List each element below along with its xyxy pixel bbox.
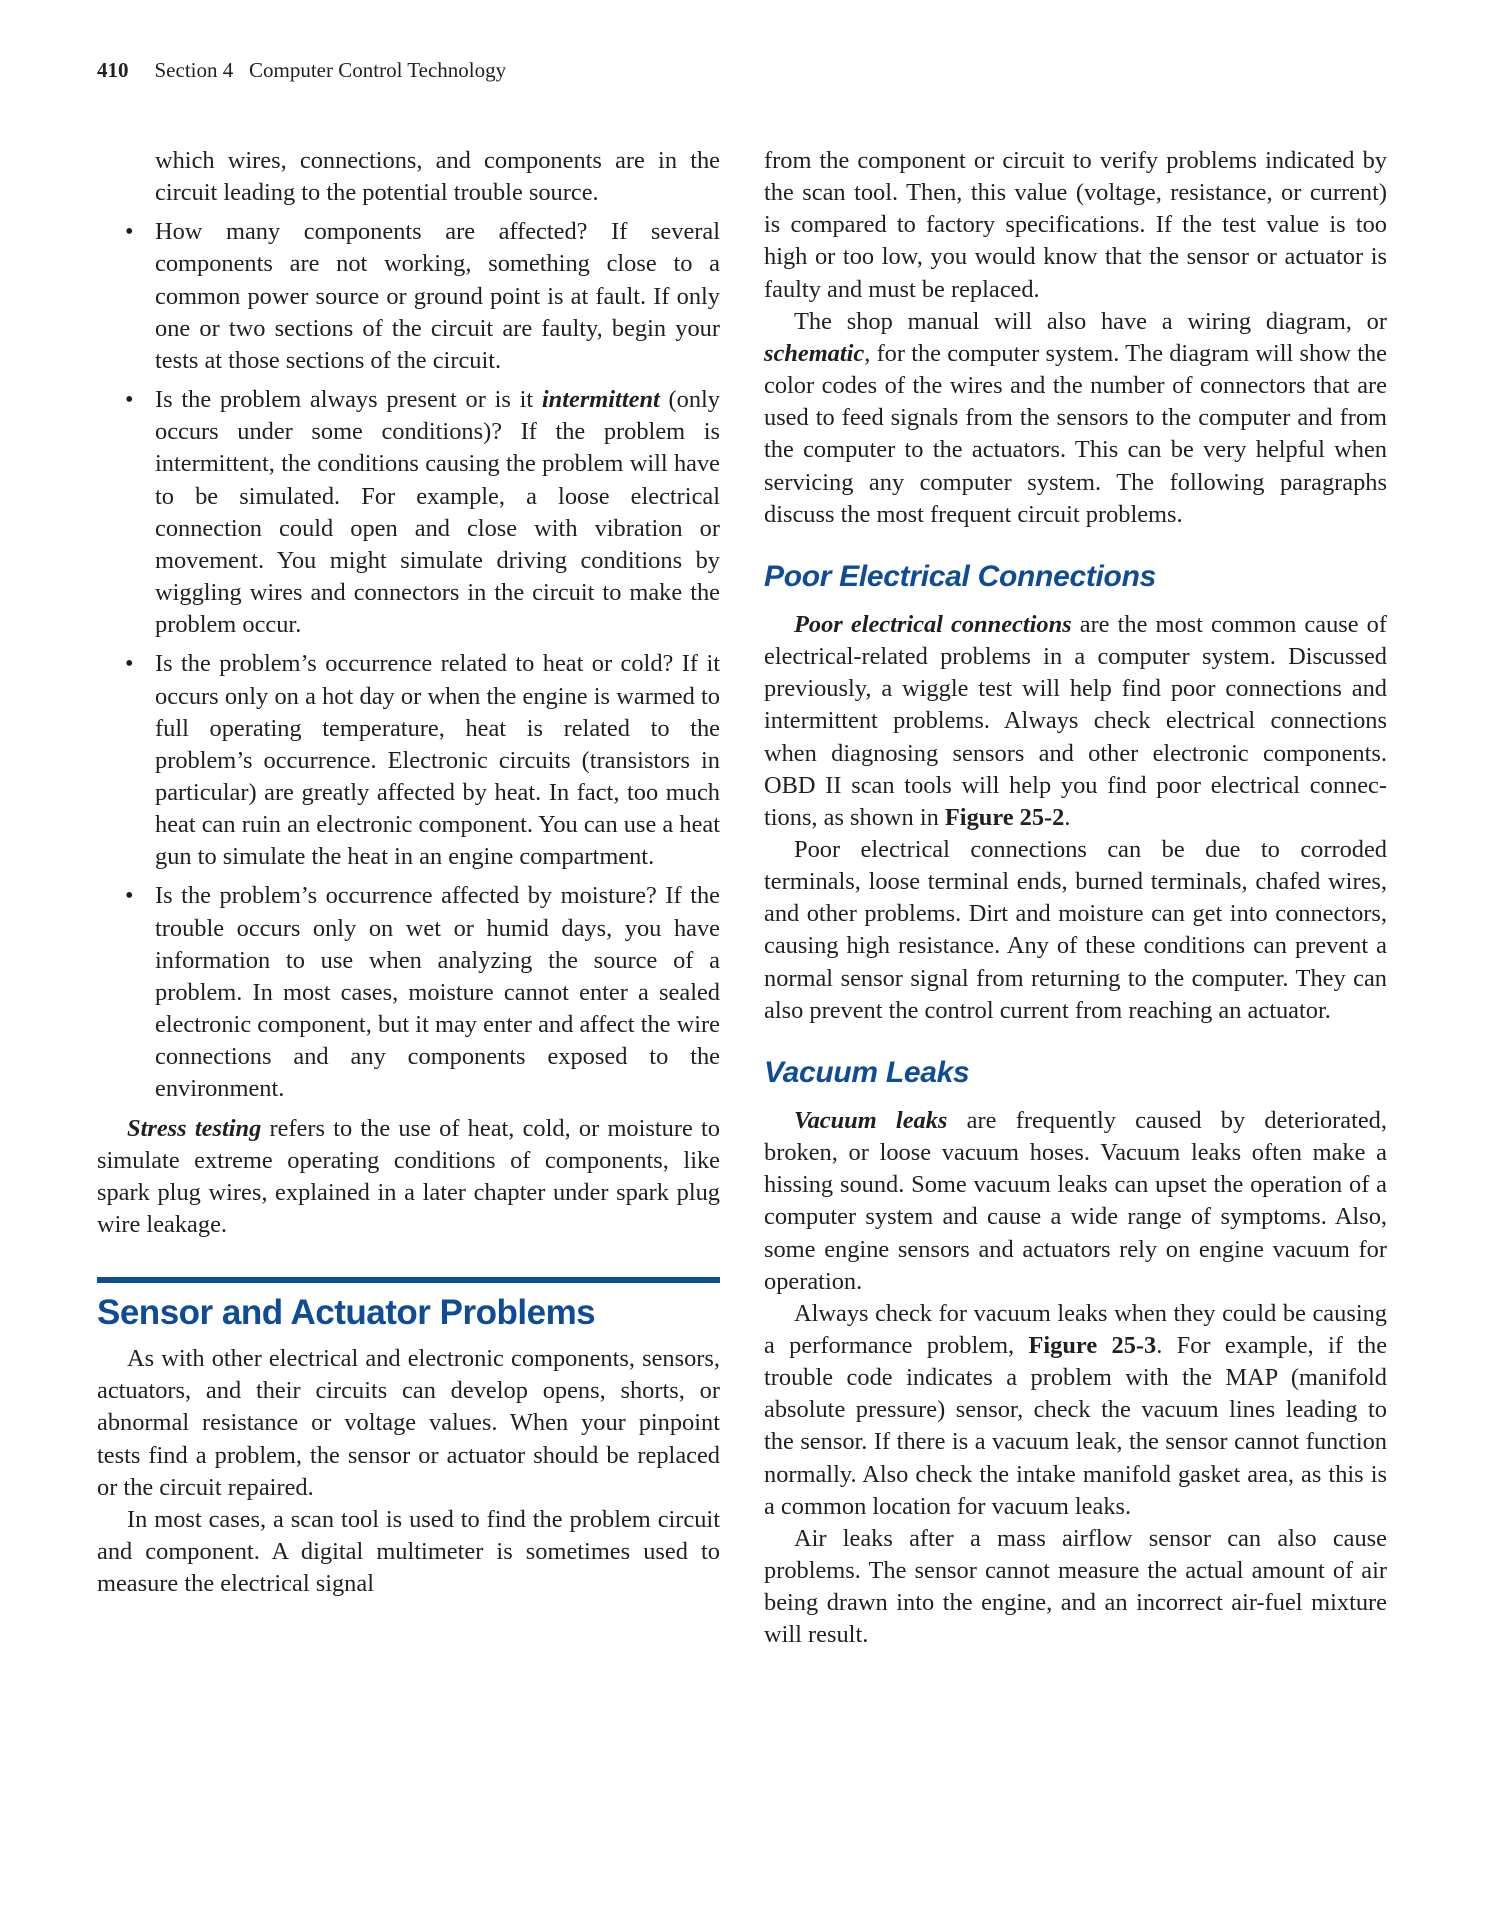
right-column: [764, 145, 1387, 1652]
bullet-text: Is the problem’s occurrence affected by moisture? If the trouble occurs only on wet or humid days, you have information to use when analyzing the source of a problem. In most cases, moisture cannot enter a sealed electronic component, but it may enter and affect the wire connections and any components exposed to the environment.: [155, 882, 720, 1103]
bullet-icon: •: [125, 218, 134, 246]
figure-reference: Figure 25-2: [944, 803, 1065, 831]
paragraph-text: . For example, if the trouble code indicates a problem with the MAP (manifold absolute pressure) sensor, check the vacuum lines leading to the sensor. If there is a vacuum leak, the sensor cannot function normally. Also check the intake manifold gasket area, as this is a common location for vacuum leaks.: [764, 1332, 1388, 1520]
bullet-icon: •: [125, 882, 134, 910]
list-item: [97, 880, 720, 1105]
section-label: Section 4: [154, 58, 234, 82]
list-item: [97, 384, 720, 641]
continued-bullet-text: which wires, connections, and components are in the circuit leading to the potential trouble source.: [155, 147, 720, 207]
schematic-paragraph: [764, 306, 1387, 531]
page-number: 410: [97, 58, 129, 82]
paragraph-text: are the most common cause of electrical-related problems in a computer system. Discussed previously, a wiggle test will help find poor connections and intermittent problems. Always check electrical connections when diagnosing sensors and other electronic components. OBD II scan tools will help you find poor electrical connections, as shown in: [764, 610, 1387, 831]
list-item: [97, 216, 720, 377]
continued-paragraph: from the component or circuit to verify problems indicated by the scan tool. Then, this value (voltage, resistance, or current) is compared to factory specifications. If the test value is too high or too low, you would know that the sensor or actuator is faulty and must be replaced.: [764, 147, 1387, 303]
paragraph-text: refers to the use of heat, cold, or moisture to simulate extreme operating conditions of components, like spark plug wires, explained in a later chapter under spark plug wire leakage.: [97, 1114, 720, 1238]
bullet-text: Is the problem’s occurrence related to heat or cold? If it occurs only on a hot day or when the engine is warmed to full operating temperature, heat is related to the problem’s occurrence. Electronic circuits (transistors in particular) are greatly affected by heat. In fact, too much heat can ruin an electronic component. You can use a heat gun to simulate the heat in an engine compartment.: [155, 650, 720, 871]
key-term: intermittent: [541, 386, 660, 414]
paragraph: [764, 609, 1387, 834]
paragraph: Poor electrical connections can be due to corroded terminals, loose terminal ends, burned terminals, chafed wires, and other problems. Dirt and moisture can get into connectors, causing high resistance. Any of these conditions can prevent a normal sensor signal from returning to the computer. They can also prevent the control current from reaching an actuator.: [764, 835, 1387, 1024]
running-header: [97, 58, 506, 83]
paragraph: As with other electrical and electronic components, sensors, actuators, and their circuits can develop opens, shorts, or abnormal resistance or voltage values. When your pinpoint tests find a problem, the sensor or actuator should be replaced or the circuit repaired.: [97, 1345, 720, 1501]
bullet-text: Is the problem always present or is it: [155, 386, 542, 414]
paragraph-text: Always check for vacuum leaks when they could be causing a performance problem,: [764, 1299, 1387, 1359]
key-term: Poor electrical connections: [794, 610, 1072, 638]
bullet-list: [97, 216, 720, 1105]
left-column: [97, 145, 720, 1600]
bullet-text: How many components are affected? If several components are not working, something close to a common power source or ground point is at fault. If only one or two sections of the circuit are faulty, begin your tests at those sections of the circuit.: [155, 218, 720, 374]
key-term: Vacuum leaks: [794, 1106, 948, 1134]
paragraph-text: are frequently caused by deteriorated, broken, or loose vacuum hoses. Vacuum leaks often make a hissing sound. Some vacuum leaks can upset the operation of a computer system and cause a wide range of symptoms. Also, some engine sensors and actuators rely on engine vacuum for operation.: [764, 1106, 1387, 1295]
paragraph: Air leaks after a mass airflow sensor can also cause problems. The sensor cannot measure the actual amount of air being drawn into the engine, and an incorrect air-fuel mixture will result.: [764, 1524, 1387, 1649]
paragraph-text: , for the computer system. The diagram will show the color codes of the wires and the number of connectors that are used to feed signals from the sensors to the computer and from the computer to the actuators. This can be very helpful when servicing any computer system. The following paragraphs discuss the most frequent circuit problems.: [764, 339, 1387, 528]
paragraph-text: The shop manual will also have a wiring diagram, or: [794, 307, 1387, 335]
paragraph-text: .: [1064, 803, 1071, 831]
paragraph: [764, 1105, 1387, 1298]
key-term: schematic: [764, 339, 865, 367]
bullet-text: (only occurs under some conditions)? If the problem is intermittent, the conditions causing the problem will have to be simulated. For example, a loose electrical connection could open and close with vibration or movement. You might simulate driving conditions by wiggling wires and connectors in the circuit to make the problem occur.: [155, 386, 720, 639]
paragraph: [764, 1298, 1387, 1523]
section-heading: Sensor and Actuator Problems: [97, 1293, 596, 1333]
subheading-vacuum-leaks: Vacuum Leaks: [764, 1055, 970, 1089]
list-item: [97, 648, 720, 873]
bullet-icon: •: [125, 386, 134, 414]
heading-rule: [97, 1277, 720, 1333]
subheading-poor-electrical-connections: Poor Electrical Connections: [764, 559, 1156, 593]
bullet-icon: •: [125, 650, 134, 678]
figure-reference: Figure 25-3: [1028, 1332, 1157, 1359]
section-title: Computer Control Technology: [249, 58, 507, 82]
paragraph: In most cases, a scan tool is used to find the problem circuit and component. A digital multimeter is sometimes used to measure the electrical signal: [97, 1505, 720, 1598]
stress-testing-paragraph: [97, 1113, 720, 1242]
key-term: Stress testing: [127, 1114, 262, 1142]
